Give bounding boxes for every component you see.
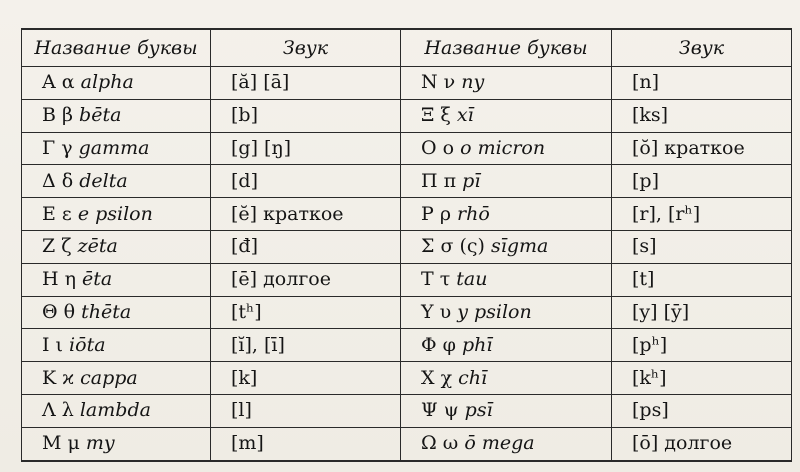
letter-cell-l (22, 329, 211, 362)
letter-name: gamma (78, 136, 150, 159)
table-row (22, 67, 792, 100)
letter-name: sīgma (491, 235, 549, 258)
table-row (22, 263, 792, 296)
sound-cell-r: [pʰ] (612, 329, 792, 362)
sound-cell-l: [ĭ], [ī] (211, 329, 401, 362)
sound-cell-l: [l] (211, 394, 401, 427)
sound-cell-r: [s] (612, 230, 792, 263)
letter-glyphs: Φ φ (421, 333, 456, 356)
letter-cell-r (401, 296, 612, 329)
letter-cell-r (401, 362, 612, 395)
letter-name: rhō (457, 202, 490, 225)
letter-cell-r (401, 263, 612, 296)
header-letter-name-right: Название буквы (401, 29, 612, 67)
letter-name: delta (79, 169, 128, 192)
letter-glyphs: Θ θ (42, 300, 76, 323)
header-row (22, 29, 792, 67)
letter-name: phī (461, 333, 493, 356)
sound-cell-l: [d] (211, 165, 401, 198)
letter-name: ny (461, 71, 485, 94)
letter-name: iōta (69, 333, 106, 356)
table-row (22, 165, 792, 198)
sound-cell-l: [ē] долгое (211, 263, 401, 296)
sound-cell-r: [kʰ] (612, 362, 792, 395)
letter-glyphs: Η η (42, 268, 76, 291)
letter-cell-l (22, 198, 211, 231)
letter-cell-r (401, 394, 612, 427)
table-row (22, 362, 792, 395)
letter-glyphs: Ι ι (42, 333, 63, 356)
letter-name: y psilon (457, 300, 532, 323)
sound-cell-l: [ĕ] краткое (211, 198, 401, 231)
letter-cell-l (22, 165, 211, 198)
letter-cell-r (401, 198, 612, 231)
letter-glyphs: Α α (42, 71, 75, 94)
letter-name: lambda (79, 399, 151, 422)
letter-name: ēta (82, 268, 113, 291)
letter-cell-r (401, 230, 612, 263)
letter-glyphs: Τ τ (421, 268, 451, 291)
table-row (22, 427, 792, 460)
table-row (22, 132, 792, 165)
letter-glyphs: Π π (421, 169, 457, 192)
table-row (22, 230, 792, 263)
table-row (22, 99, 792, 132)
letter-cell-r (401, 99, 612, 132)
letter-cell-l (22, 394, 211, 427)
letter-glyphs: Λ λ (42, 399, 74, 422)
table-row (22, 198, 792, 231)
sound-cell-r: [r], [rʰ] (612, 198, 792, 231)
letter-name: bēta (79, 104, 122, 127)
sound-cell-r: [ks] (612, 99, 792, 132)
letter-glyphs: Ο ο (421, 136, 455, 159)
letter-cell-l (22, 132, 211, 165)
letter-name: psī (464, 399, 493, 422)
letter-glyphs: Ρ ρ (421, 202, 451, 225)
letter-glyphs: Δ δ (42, 169, 74, 192)
letter-glyphs: Σ σ (ς) (421, 235, 485, 258)
letter-glyphs: Χ χ (421, 366, 453, 389)
sound-cell-r: [ps] (612, 394, 792, 427)
letter-glyphs: Ζ ζ (42, 235, 72, 258)
sound-cell-r: [t] (612, 263, 792, 296)
letter-name: pī (462, 169, 481, 192)
table-row (22, 296, 792, 329)
letter-cell-l (22, 263, 211, 296)
letter-glyphs: Β β (42, 104, 73, 127)
letter-glyphs: Ω ω (421, 432, 459, 455)
letter-cell-r (401, 67, 612, 100)
sound-cell-l: [ă] [ā] (211, 67, 401, 100)
header-sound-right: Звук (612, 29, 792, 67)
letter-name: ō mega (464, 432, 535, 455)
sound-cell-l: [g] [ŋ] (211, 132, 401, 165)
letter-name: chī (458, 366, 488, 389)
letter-cell-r (401, 427, 612, 460)
letter-glyphs: Γ γ (42, 136, 73, 159)
letter-cell-r (401, 132, 612, 165)
letter-cell-l (22, 296, 211, 329)
letter-cell-l (22, 99, 211, 132)
letter-glyphs: Ψ ψ (421, 399, 459, 422)
greek-alphabet-table (21, 28, 792, 462)
letter-name: my (85, 432, 115, 455)
letter-name: zēta (77, 235, 118, 258)
header-sound-left: Звук (211, 29, 401, 67)
letter-name: alpha (80, 71, 134, 94)
sound-cell-r: [ō] долгое (612, 427, 792, 460)
letter-glyphs: Ξ ξ (421, 104, 451, 127)
letter-name: o micron (460, 136, 546, 159)
header-letter-name-left: Название буквы (22, 29, 211, 67)
table-row (22, 329, 792, 362)
letter-name: thēta (81, 300, 132, 323)
letter-glyphs: Ε ε (42, 202, 72, 225)
letter-glyphs: Ν ν (421, 71, 456, 94)
sound-cell-r: [ŏ] краткое (612, 132, 792, 165)
sound-cell-r: [p] (612, 165, 792, 198)
letter-name: cappa (80, 366, 138, 389)
letter-name: tau (456, 268, 488, 291)
sound-cell-r: [y] [ȳ] (612, 296, 792, 329)
letter-cell-l (22, 427, 211, 460)
letter-cell-l (22, 362, 211, 395)
sound-cell-l: [k] (211, 362, 401, 395)
letter-cell-r (401, 165, 612, 198)
letter-cell-l (22, 230, 211, 263)
table-row (22, 394, 792, 427)
letter-glyphs: Μ μ (42, 432, 80, 455)
sound-cell-l: [m] (211, 427, 401, 460)
letter-name: e psilon (77, 202, 153, 225)
letter-glyphs: Υ υ (421, 300, 452, 323)
sound-cell-r: [n] (612, 67, 792, 100)
letter-cell-l (22, 67, 211, 100)
sound-cell-l: [đ] (211, 230, 401, 263)
letter-cell-r (401, 329, 612, 362)
sound-cell-l: [b] (211, 99, 401, 132)
letter-name: xī (456, 104, 474, 127)
letter-glyphs: Κ ϰ (42, 366, 75, 389)
sound-cell-l: [tʰ] (211, 296, 401, 329)
